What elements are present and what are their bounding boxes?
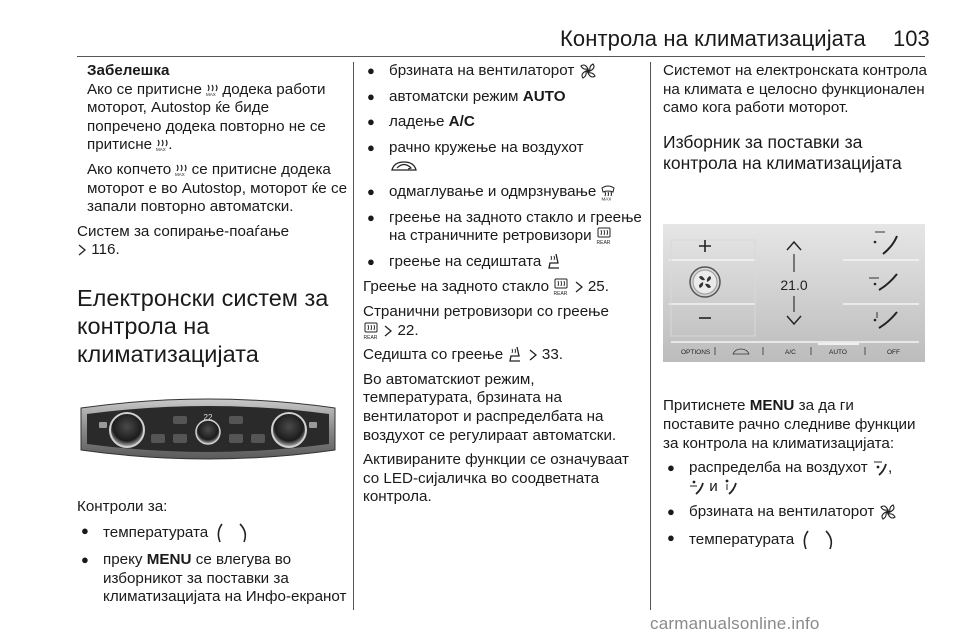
page-title: Контрола на климатизацијата xyxy=(560,26,866,51)
paragraph-text: за да ги поставите рачно следниве функции за контрола на климатизацијата: xyxy=(663,397,916,452)
list-item-text: рачно кружење на воздухот xyxy=(389,138,584,156)
svg-text:MAX: MAX xyxy=(156,147,167,153)
svg-text:MAX: MAX xyxy=(175,171,186,177)
list-item-text: преку xyxy=(103,551,143,569)
list-item xyxy=(363,113,643,132)
menu-keyword: MENU xyxy=(146,551,192,569)
climate-control-panel-photo xyxy=(77,390,339,466)
list-item-text: и xyxy=(709,477,718,495)
section-title: Електронски систем за контрола на климатизацијата xyxy=(77,284,329,367)
note-title: Забелешка xyxy=(87,62,170,79)
controls-label: Контроли за: xyxy=(77,497,168,515)
reference-arrow-icon xyxy=(574,281,584,293)
list-item-text: греење на седиштата xyxy=(389,252,542,270)
list-item-text: греење на задното стакло и греење на страничните ретровизори xyxy=(389,208,642,245)
note-text: . xyxy=(168,136,173,154)
rear-defrost-icon xyxy=(596,227,612,245)
list-item xyxy=(363,88,643,107)
list-item-text: ладење xyxy=(389,113,445,131)
ac-keyword: A/C xyxy=(448,113,475,131)
svg-text:REAR: REAR xyxy=(363,334,378,340)
reference-arrow-icon xyxy=(77,244,87,256)
reference-text: Странични ретровизори со греење xyxy=(363,303,609,321)
svg-text:REAR: REAR xyxy=(553,291,568,297)
paragraph: Во автоматскиот режим, температурата, брзината на вентилаторот и распределбата на воздухот се регулираат автоматски. xyxy=(363,370,617,444)
list-item xyxy=(663,503,929,522)
air-distribution-icon xyxy=(872,459,888,477)
recirculation-icon xyxy=(389,158,419,174)
list-item-text: одмаглување и одмрзнување xyxy=(389,183,597,200)
note-text: се притисне додека моторот е во Autostop, моторот ќе се запали повторно автоматски. xyxy=(87,160,348,216)
controls-list xyxy=(77,522,347,607)
options-button: OPTIONS xyxy=(681,348,711,356)
paragraph-text: Притиснете xyxy=(663,397,746,415)
svg-text:MAX: MAX xyxy=(601,196,611,201)
reference-text: Греење на задното стакло xyxy=(363,278,550,296)
list-item-text: температурата xyxy=(689,531,795,548)
note-block xyxy=(77,62,347,217)
note-text: Ако копчето xyxy=(87,160,172,178)
list-item xyxy=(663,529,929,551)
reference-page[interactable]: 22. xyxy=(397,321,419,339)
list-item-text: распределба на воздухот xyxy=(689,459,868,477)
header-divider xyxy=(77,56,925,57)
paragraph: Системот на електронската контрола на климата е целосно функционален само кога работи моторот. xyxy=(663,62,927,117)
list-item xyxy=(363,209,643,246)
auto-button: AUTO xyxy=(829,348,847,356)
max-defrost-icon xyxy=(175,163,187,177)
list-item-text: , xyxy=(888,459,893,477)
list-item xyxy=(363,183,643,202)
menu-keyword: MENU xyxy=(749,397,795,415)
auto-keyword: AUTO xyxy=(522,87,566,105)
column-divider-1 xyxy=(353,62,354,610)
list-item xyxy=(77,551,347,607)
page-number: 103 xyxy=(893,26,930,51)
list-item-text: брзината на вентилаторот xyxy=(689,503,875,521)
reference-arrow-icon xyxy=(528,349,538,361)
list-item xyxy=(363,139,643,176)
note-text: додека работи моторот, Autostop ќе биде попречено додека повторно не се притисне xyxy=(87,80,326,154)
svg-text:MAX: MAX xyxy=(206,91,216,97)
reference-page[interactable]: 116. xyxy=(91,241,120,259)
column-2 xyxy=(363,62,643,513)
photo-display-value: 22 xyxy=(203,412,213,422)
settings-list xyxy=(663,459,929,551)
climate-settings-screen xyxy=(663,224,925,362)
watermark: carmanualsonline.info xyxy=(650,614,820,633)
seat-heat-icon xyxy=(546,253,562,271)
off-button: OFF xyxy=(887,348,900,356)
max-defrost-icon xyxy=(601,183,615,201)
list-item-text: брзината на вентилаторот xyxy=(389,62,575,80)
max-defrost-icon xyxy=(206,83,218,97)
ac-button: A/C xyxy=(785,348,796,356)
list-item xyxy=(363,253,643,272)
reference-page[interactable]: 25. xyxy=(587,278,609,296)
svg-text:REAR: REAR xyxy=(596,240,611,246)
max-defrost-icon xyxy=(156,138,168,152)
rear-defrost-icon xyxy=(363,322,379,340)
temperature-arrows-icon xyxy=(212,522,252,544)
reference-page[interactable]: 33. xyxy=(541,346,563,364)
section-heading: Изборник за поставки за контрола на климатизацијата xyxy=(663,131,902,173)
temperature-value: 21.0 xyxy=(780,276,808,293)
air-distribution-icon xyxy=(689,478,705,496)
reference-text: Систем за сопирање-поаѓање xyxy=(77,222,290,240)
list-item xyxy=(363,62,643,81)
note-text: Ако се притисне xyxy=(87,80,202,98)
list-item-text: се влегува во изборникот за поставки за климатизацијата на Инфо-екранот xyxy=(103,551,347,606)
list-item-text: температурата xyxy=(103,524,209,542)
seat-heat-icon xyxy=(507,346,523,364)
list-item-text: автоматски режим xyxy=(389,87,519,105)
reference-text: Седишта со греење xyxy=(363,346,504,364)
controls-list-continued xyxy=(363,62,643,271)
temperature-arrows-icon xyxy=(798,529,838,551)
list-item xyxy=(663,459,929,496)
rear-defrost-icon xyxy=(553,278,569,296)
air-distribution-icon xyxy=(722,478,738,496)
column-1 xyxy=(77,62,347,614)
list-item xyxy=(77,522,347,544)
reference-arrow-icon xyxy=(383,325,393,337)
column-3 xyxy=(663,62,929,558)
page-header xyxy=(0,0,960,56)
paragraph: Активираните функции се означуваат со LED-сијаличка во соодветната контрола. xyxy=(363,451,629,506)
fan-icon xyxy=(579,62,597,80)
fan-icon xyxy=(879,503,897,521)
column-divider-2 xyxy=(650,62,651,610)
